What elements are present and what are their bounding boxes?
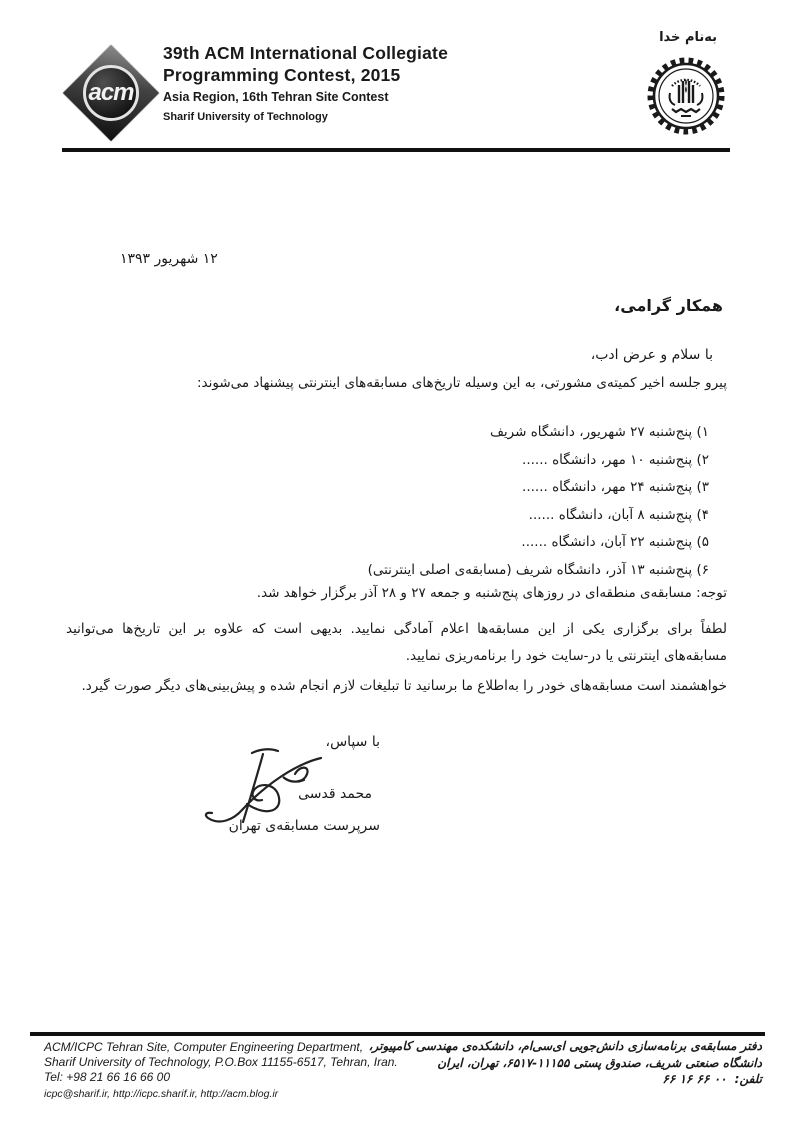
header-text-block — [163, 42, 448, 123]
schedule-item-1: ۱) پنج‌شنبه ۲۷ شهریور، دانشگاه شریف — [489, 424, 709, 440]
besmellah-text: به‌نام خدا — [659, 30, 717, 45]
contest-subtitle: Asia Region, 16th Tehran Site Contest — [163, 90, 389, 104]
footer-fa-line2: دانشگاه صنعتی شریف، صندوق پستی ۱۱۱۵۵-۶۵۱۷، تهران، ایران — [437, 1055, 762, 1070]
footer-fa-phone-number: ۶۶ ۱۶ ۶۶ ۰۰ — [662, 1072, 727, 1086]
letter-date: ۱۲ شهریور ۱۳۹۳ — [120, 251, 218, 267]
contest-title-line2: Programming Contest, 2015 — [163, 65, 401, 85]
intro-line: پیرو جلسه اخیر کمیته‌ی مشورتی، به این وسیله تاریخ‌های مسابقه‌های اینترنتی پیشنهاد می‌شوند: — [196, 375, 727, 391]
body-paragraph-2: خواهشمند است مسابقه‌های خودر را به‌اطلاع ما برسانید تا تبلیغات لازم انجام شده و پیش‌بینی‌های دیگر صورت گیرد. — [81, 678, 727, 694]
acm-logo-text: acm — [88, 79, 134, 106]
contest-schedule-list — [368, 419, 709, 585]
schedule-item-2: ۲) پنج‌شنبه ۱۰ مهر، دانشگاه ...... — [522, 451, 709, 468]
acm-circle-shape — [83, 65, 139, 121]
schedule-item-4: ۴) پنج‌شنبه ۸ آبان، دانشگاه ...... — [528, 506, 709, 523]
salutation: همکار گرامی، — [614, 296, 723, 315]
footer-fa-phone-line — [369, 1071, 762, 1088]
footer-divider-rule — [30, 1032, 765, 1036]
footer-fa-phone-label: تلفن: — [734, 1072, 762, 1086]
schedule-item-6: ۶) پنج‌شنبه ۱۳ آذر، دانشگاه شریف (مسابقه‌ی اصلی اینترنتی) — [367, 561, 709, 578]
sharif-university-logo-icon — [645, 55, 727, 137]
contest-title-line1: 39th ACM International Collegiate — [163, 43, 449, 63]
signer-title: سرپرست مسابقه‌ی تهران — [228, 818, 380, 834]
schedule-item-3: ۳) پنج‌شنبه ۲۴ مهر، دانشگاه ...... — [522, 479, 709, 496]
acm-logo-icon — [62, 44, 160, 142]
organization-name: Sharif University of Technology — [163, 111, 328, 123]
footer-en-line1: ACM/ICPC Tehran Site, Computer Engineering Department, — [44, 1040, 364, 1054]
closing-line: با سپاس، — [325, 734, 380, 750]
footer-en-line2: Sharif University of Technology, P.O.Box 11155-6517, Tehran, Iran. — [44, 1055, 398, 1069]
footer-en-phone: Tel: +98 21 66 16 66 00 — [44, 1070, 170, 1084]
schedule-item-5: ۵) پنج‌شنبه ۲۲ آبان، دانشگاه ...... — [521, 534, 709, 551]
greeting-line: با سلام و عرض ادب، — [590, 347, 713, 363]
footer-en-links: icpc@sharif.ir, http://icpc.sharif.ir, http://acm.blog.ir — [44, 1088, 279, 1100]
signer-name: محمد قدسی — [298, 786, 372, 802]
footer-english-block — [44, 1040, 398, 1102]
footer-persian-block — [369, 1038, 762, 1088]
note-line: توجه: مسابقه‌ی منطقه‌ای در روزهای پنج‌شنبه و جمعه ۲۷ و ۲۸ آذر برگزار خواهد شد. — [256, 585, 727, 601]
header-divider-rule — [62, 148, 730, 152]
body-paragraph-1: لطفاً برای برگزاری یکی از این مسابقه‌ها اعلام آمادگی نمایید. بدیهی است که علاوه بر این تاریخ‌ها می‌توانید مسابقه‌های اینترنتی یا در-سایت خود را برنامه‌ریزی نمایید. — [66, 621, 727, 664]
footer-fa-line1: دفتر مسابقه‌ی برنامه‌سازی دانش‌جویی ای‌سی‌ام، دانشکده‌ی مهندسی کامپیوتر، — [368, 1039, 762, 1053]
